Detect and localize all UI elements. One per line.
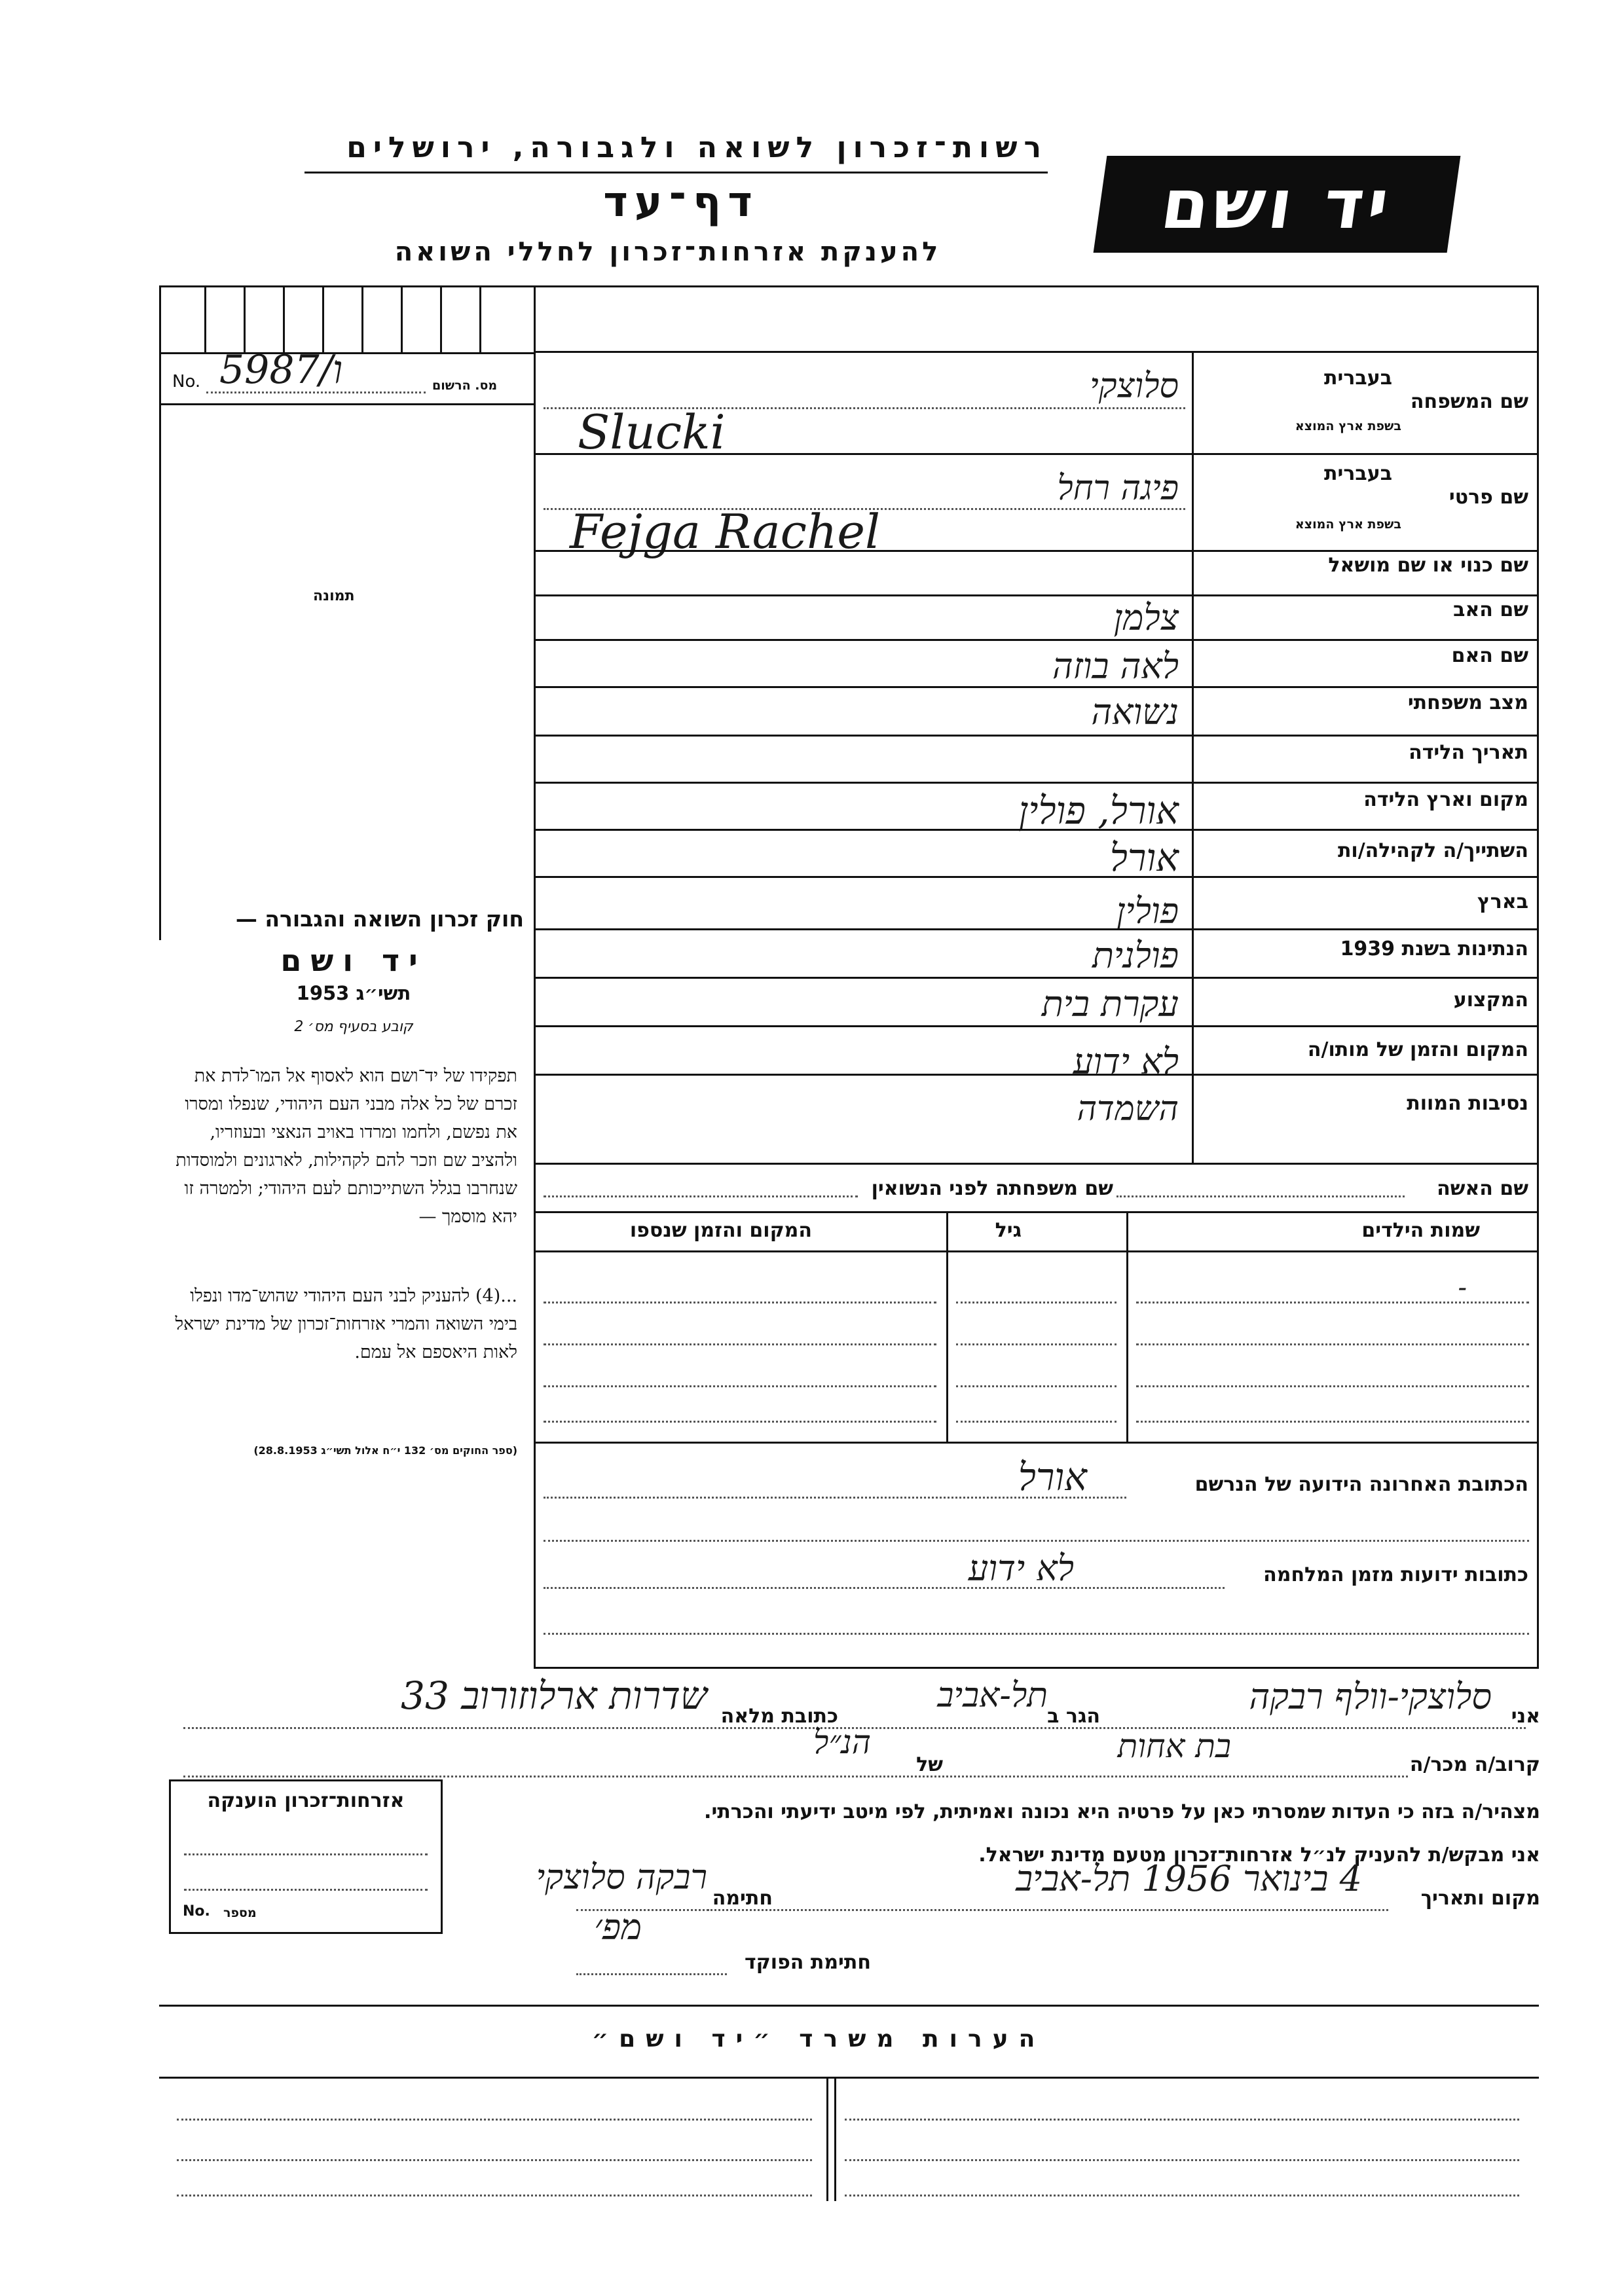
children-header-age: גיל bbox=[995, 1219, 1022, 1242]
relation-value: בת אחות bbox=[1117, 1727, 1231, 1765]
law-clause: קובע בסעיף מס׳ 2 bbox=[294, 1019, 413, 1035]
child-row-1-name: - bbox=[1458, 1273, 1467, 1303]
declarant-address-label: כתובת מלאה bbox=[720, 1705, 838, 1728]
office-notes-title: הערות משרד ״יד ושם״ bbox=[591, 2026, 1046, 2052]
death-place-time-label: המקום והזמן של מותו/ה bbox=[1307, 1038, 1528, 1061]
signature-label: חתימה bbox=[712, 1887, 773, 1910]
last-address-label: הכתובת האחרונה הידועה של הנרשם bbox=[1194, 1473, 1528, 1496]
registration-label: מס. הרשום bbox=[432, 378, 498, 393]
certificate-number-label: מספר bbox=[223, 1906, 257, 1920]
profession-value: עקרת בית bbox=[1041, 983, 1179, 1025]
relation-of-value: הנ״ל bbox=[813, 1723, 871, 1761]
declarant-name: סלוצקי-וולף רבקה bbox=[1249, 1676, 1492, 1717]
form-title: דף־עד bbox=[603, 178, 759, 227]
logo-text: יד ושם bbox=[1156, 164, 1398, 244]
marital-status-value: נשואה bbox=[1091, 691, 1179, 733]
last-address-value: אורל bbox=[1018, 1455, 1087, 1499]
registration-number: 5987/ו bbox=[219, 347, 343, 393]
official-signature-label: חתימת הפוקד bbox=[745, 1951, 871, 1974]
law-paragraph-1: תפקידו של יד־ושם הוא לאסוף אל המו־לדת את זכרם של כל אלה מבני העם היהודי, שנפלו ומסרו את נפשם, ולחמו ומרדו באויב הנאצי ובעוזריו, ולהציב שם וזכר להם לקהילות, לארגונים ולמוסדות שנחרבו בגלל השתייכותם לעם היהודי; ולמטרה זו יהא מוסמך — bbox=[175, 1066, 517, 1227]
profession-label: המקצוע bbox=[1453, 989, 1528, 1011]
birth-date-label: תאריך הלידה bbox=[1409, 741, 1528, 764]
mother-label: שם האם bbox=[1451, 644, 1528, 667]
place-date-value: 4 בינואר 1956 תל-אביב bbox=[1016, 1858, 1362, 1899]
declarant-signature: רבקה סלוצקי bbox=[536, 1858, 707, 1897]
father-label: שם האב bbox=[1453, 598, 1528, 621]
family-name-origin-sub: בשפת ארץ המוצא bbox=[1295, 419, 1401, 433]
official-signature: מפ׳ bbox=[594, 1906, 642, 1948]
declaration-statement-1: מצהיר/ה בזה כי העדות שמסרתי כאן על פרטיה היא נכונה ואמיתית, לפי מיטב ידיעתי והכרתי. bbox=[704, 1800, 1540, 1823]
war-address-label: כתובות ידועות מזמן המלחמה bbox=[1263, 1563, 1528, 1586]
certificate-box bbox=[169, 1779, 443, 1934]
declarant-city: תל-אביב bbox=[937, 1676, 1048, 1715]
death-circumstances-value: השמדה bbox=[1077, 1089, 1179, 1129]
law-paragraph-2: ...(4) להעניק לבני העם היהודי שהוש־מדו ונפלו בימי השואה והמרי אזרחות־זכרון של מדינת ישראל לאות היאספם אל עמם. bbox=[175, 1286, 517, 1362]
family-name-hebrew-value: סלוצקי bbox=[1090, 367, 1179, 406]
form-subtitle: להענקת אזרחות־זכרון לחללי השואה bbox=[394, 237, 942, 267]
declarant-residing-label: הגר ב bbox=[1047, 1705, 1100, 1728]
law-title: חוק זכרון השואה והגבורה — bbox=[235, 906, 524, 932]
birth-place-value: אורל, פולין bbox=[1018, 788, 1179, 833]
community-value: אורל bbox=[1109, 835, 1179, 880]
children-header-place-time: המקום והזמן שנספו bbox=[629, 1219, 812, 1242]
first-name-hebrew-value: פיגה רחל bbox=[1057, 469, 1179, 508]
nationality-value: פולנית bbox=[1092, 935, 1179, 976]
community-label: השתייך/ה לקהילה/ות bbox=[1337, 839, 1528, 862]
law-name: יד ושם bbox=[280, 943, 427, 978]
place-date-label: מקום ותאריך bbox=[1420, 1887, 1540, 1910]
registration-no-label: No. bbox=[172, 372, 201, 392]
photo-label: תמונה bbox=[313, 588, 355, 604]
children-header-names: שמות הילדים bbox=[1361, 1219, 1480, 1242]
marital-status-label: מצב משפחתי bbox=[1407, 691, 1528, 714]
first-name-label: שם פרטי bbox=[1449, 486, 1528, 509]
war-address-value: לא ידוע bbox=[968, 1548, 1074, 1589]
wife-maiden-name-label: שם משפחתה לפני הנשואין bbox=[871, 1177, 1113, 1200]
nickname-label: שם כנוי או שם מושאל bbox=[1328, 554, 1528, 577]
family-name-hebrew-sub: בעברית bbox=[1324, 367, 1392, 390]
declarant-address: שדרות ארלוזורוב 33 bbox=[401, 1673, 707, 1718]
birth-place-label: מקום וארץ הלידה bbox=[1363, 788, 1528, 811]
declarant-i-label: אני bbox=[1511, 1705, 1540, 1728]
death-circumstances-label: נסיבות המוות bbox=[1407, 1092, 1528, 1115]
nationality-label: הנתינות בשנת 1939 bbox=[1340, 938, 1528, 960]
family-name-label: שם המשפחה bbox=[1410, 390, 1528, 413]
father-value: צלמן bbox=[1113, 597, 1179, 638]
certificate-title: אזרחות־זכרון הוענקה bbox=[207, 1789, 405, 1812]
family-name-origin-value: Slucki bbox=[578, 405, 726, 460]
mother-value: לאה בוזה bbox=[1052, 646, 1179, 687]
authority-title: רשות־זכרון לשואה ולגבורה, ירושלים bbox=[346, 131, 1048, 164]
first-name-origin-sub: בשפת ארץ המוצא bbox=[1295, 517, 1401, 532]
relation-of-label: של bbox=[916, 1753, 943, 1776]
first-name-hebrew-sub: בעברית bbox=[1324, 462, 1392, 485]
wife-label: שם האשה bbox=[1437, 1177, 1528, 1200]
death-place-time-value: לא ידוע bbox=[1073, 1041, 1179, 1082]
relation-label: קרוב/ה מכר/ה bbox=[1409, 1753, 1540, 1776]
declaration-statement-2: אני מבקש/ת להעניק לנ״ל אזרחות־זכרון מטעם מדינת ישראל. bbox=[978, 1844, 1540, 1867]
country-value: פולין bbox=[1116, 890, 1179, 932]
law-citation: (ספר החוקים מס׳ 132 י״ח אלול תשי״ג 28.8.1953) bbox=[253, 1444, 517, 1457]
country-label: בארץ bbox=[1477, 890, 1528, 913]
certificate-no-label: No. bbox=[183, 1903, 210, 1920]
law-year: תשי״ג 1953 bbox=[296, 982, 411, 1004]
yad-vashem-logo bbox=[1094, 156, 1461, 253]
first-name-origin-value: Fejga Rachel bbox=[570, 504, 880, 559]
